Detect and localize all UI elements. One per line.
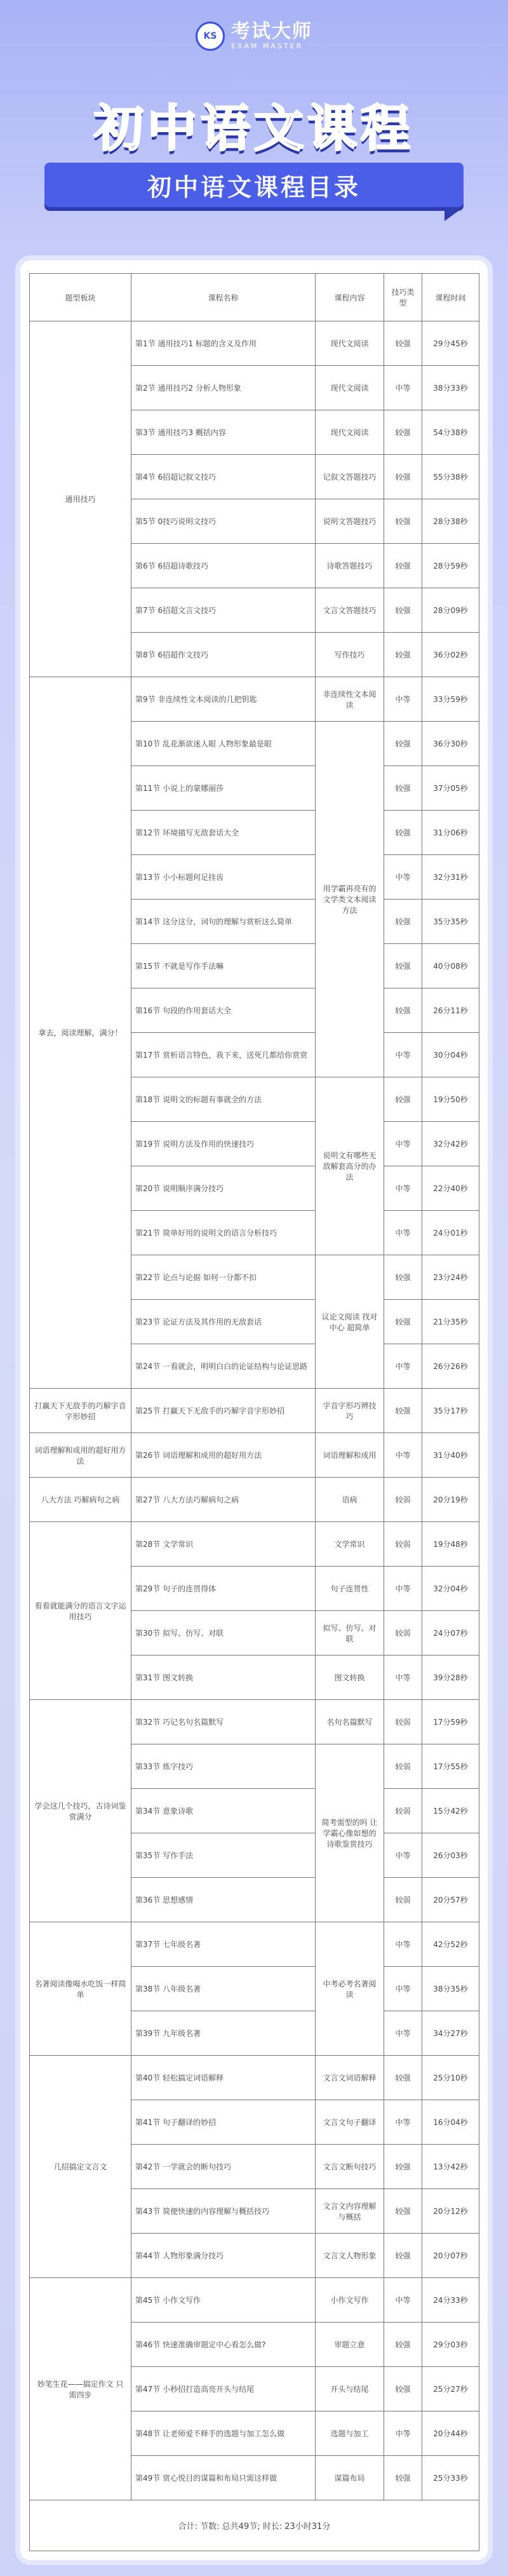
course-cell: 第47节 小秒招打造高亮开头与结尾 bbox=[131, 2367, 316, 2411]
table-row bbox=[30, 2056, 479, 2100]
duration-cell: 28分09秒 bbox=[422, 588, 479, 633]
duration-cell: 39分28秒 bbox=[422, 1656, 479, 1700]
course-cell: 第28节 文学常识 bbox=[131, 1522, 316, 1567]
duration-cell: 24分01秒 bbox=[422, 1211, 479, 1255]
brand-logo bbox=[0, 22, 508, 51]
content-cell: 文言文词语解释 bbox=[316, 2056, 384, 2100]
course-cell: 第2节 通用技巧2 分析人物形象 bbox=[131, 366, 316, 410]
type-cell: 较强 bbox=[384, 811, 422, 855]
course-cell: 第44节 人物形象满分技巧 bbox=[131, 2234, 316, 2278]
total-row bbox=[30, 2500, 479, 2551]
module-cell: 妙笔生花——搞定作文 只需四步 bbox=[30, 2278, 131, 2500]
type-cell: 中等 bbox=[384, 1344, 422, 1389]
type-cell: 中等 bbox=[384, 1567, 422, 1611]
duration-cell: 30分04秒 bbox=[422, 1033, 479, 1077]
duration-cell: 36分30秒 bbox=[422, 722, 479, 766]
content-cell: 诗歌答题技巧 bbox=[316, 544, 384, 588]
course-cell: 第49节 赏心悦目的谋篇和布局只需这样做 bbox=[131, 2456, 316, 2500]
course-cell: 第10节 乱花渐欲迷人眼 人物形象最是眼 bbox=[131, 722, 316, 766]
type-cell: 中等 bbox=[384, 1967, 422, 2011]
table-row bbox=[30, 1700, 479, 1744]
duration-cell: 42分52秒 bbox=[422, 1922, 479, 1967]
duration-cell: 21分35秒 bbox=[422, 1300, 479, 1344]
content-cell: 说明文答题技巧 bbox=[316, 499, 384, 544]
course-cell: 第15节 不就是写作手法嘛 bbox=[131, 944, 316, 988]
course-cell: 第24节 一看就会，明明白白的论证结构与论证思路 bbox=[131, 1344, 316, 1389]
total-summary: 合计: 节数: 总共49节; 时长: 23小时31分 bbox=[30, 2500, 479, 2551]
type-cell: 较强 bbox=[384, 722, 422, 766]
course-cell: 第25节 打赢天下无敌手的巧解字音字形妙招 bbox=[131, 1389, 316, 1433]
course-cell: 第14节 这分这分，词句的理解与赏析这么简单 bbox=[131, 900, 316, 944]
content-cell: 议论文阅读 找对中心 超简单 bbox=[316, 1255, 384, 1389]
type-cell: 较强 bbox=[384, 2145, 422, 2189]
content-cell: 中考必考名著阅读 bbox=[316, 1922, 384, 2056]
type-cell: 较强 bbox=[384, 410, 422, 455]
type-cell: 较弱 bbox=[384, 1789, 422, 1833]
course-cell: 第13节 小小标题何足挂齿 bbox=[131, 855, 316, 900]
header-type: 技巧类型 bbox=[384, 274, 422, 321]
duration-cell: 29分45秒 bbox=[422, 321, 479, 366]
duration-cell: 26分03秒 bbox=[422, 1833, 479, 1878]
duration-cell: 32分31秒 bbox=[422, 855, 479, 900]
content-cell: 谋篇布局 bbox=[316, 2456, 384, 2500]
table-header-row bbox=[30, 274, 479, 321]
content-cell: 简考需型的吗 让学霸心像如想的诗歌鉴赏技巧 bbox=[316, 1744, 384, 1922]
type-cell: 中等 bbox=[384, 2011, 422, 2056]
course-cell: 第36节 思想感情 bbox=[131, 1878, 316, 1922]
type-cell: 中等 bbox=[384, 2411, 422, 2456]
duration-cell: 22分40秒 bbox=[422, 1166, 479, 1211]
module-cell: 打赢天下无敌手的巧解字音字形妙招 bbox=[30, 1389, 131, 1433]
duration-cell: 38分35秒 bbox=[422, 1967, 479, 2011]
duration-cell: 33分59秒 bbox=[422, 677, 479, 722]
duration-cell: 19分50秒 bbox=[422, 1077, 479, 1122]
type-cell: 中等 bbox=[384, 1656, 422, 1700]
duration-cell: 16分04秒 bbox=[422, 2100, 479, 2145]
duration-cell: 54分38秒 bbox=[422, 410, 479, 455]
type-cell: 中等 bbox=[384, 1211, 422, 1255]
course-cell: 第34节 意象诗歌 bbox=[131, 1789, 316, 1833]
type-cell: 较强 bbox=[384, 988, 422, 1033]
content-cell: 名句名篇默写 bbox=[316, 1700, 384, 1744]
duration-cell: 35分17秒 bbox=[422, 1389, 479, 1433]
duration-cell: 20分07秒 bbox=[422, 2234, 479, 2278]
type-cell: 较强 bbox=[384, 2234, 422, 2278]
course-cell: 第8节 6招超作文技巧 bbox=[131, 633, 316, 677]
duration-cell: 20分57秒 bbox=[422, 1878, 479, 1922]
duration-cell: 20分12秒 bbox=[422, 2189, 479, 2234]
table-body bbox=[30, 321, 479, 2500]
course-cell: 第46节 快速准确审题定中心看怎么做? bbox=[131, 2323, 316, 2367]
content-cell: 拟写、仿写、对联 bbox=[316, 1611, 384, 1656]
course-cell: 第43节 简便快速的内容理解与概括技巧 bbox=[131, 2189, 316, 2234]
type-cell: 中等 bbox=[384, 677, 422, 722]
duration-cell: 25分33秒 bbox=[422, 2456, 479, 2500]
type-cell: 中等 bbox=[384, 855, 422, 900]
content-cell: 词语理解和成用 bbox=[316, 1433, 384, 1478]
duration-cell: 17分55秒 bbox=[422, 1744, 479, 1789]
duration-cell: 32分42秒 bbox=[422, 1122, 479, 1166]
table-row bbox=[30, 1389, 479, 1433]
type-cell: 较强 bbox=[384, 544, 422, 588]
duration-cell: 19分48秒 bbox=[422, 1522, 479, 1567]
content-cell: 非连续性文本阅读 bbox=[316, 677, 384, 722]
type-cell: 较强 bbox=[384, 321, 422, 366]
content-cell: 记叙文答题技巧 bbox=[316, 455, 384, 499]
course-cell: 第21节 简单好用的说明文的语言分析技巧 bbox=[131, 1211, 316, 1255]
module-cell: 名著阅读像喝水吃饭一样简单 bbox=[30, 1922, 131, 2056]
type-cell: 较强 bbox=[384, 499, 422, 544]
type-cell: 中等 bbox=[384, 2100, 422, 2145]
course-cell: 第48节 让老师爱不释手的选题与加工怎么做 bbox=[131, 2411, 316, 2456]
content-cell: 图文转换 bbox=[316, 1656, 384, 1700]
course-cell: 第30节 拟写、仿写、对联 bbox=[131, 1611, 316, 1656]
banner-fold-decoration bbox=[444, 207, 464, 221]
content-cell: 开头与结尾 bbox=[316, 2367, 384, 2411]
type-cell: 较弱 bbox=[384, 1522, 422, 1567]
duration-cell: 13分42秒 bbox=[422, 2145, 479, 2189]
type-cell: 中等 bbox=[384, 1122, 422, 1166]
content-cell: 现代文阅读 bbox=[316, 366, 384, 410]
course-cell: 第12节 环境描写无敌套话大全 bbox=[131, 811, 316, 855]
course-cell: 第29节 句子的连贯得体 bbox=[131, 1567, 316, 1611]
type-cell: 较弱 bbox=[384, 1744, 422, 1789]
header-module: 题型板块 bbox=[30, 274, 131, 321]
course-cell: 第32节 巧记名句名篇默写 bbox=[131, 1700, 316, 1744]
brand-name-cn: 考试大师 bbox=[231, 20, 312, 43]
brand-badge-icon: KS bbox=[196, 22, 225, 51]
type-cell: 较弱 bbox=[384, 1878, 422, 1922]
header-course: 课程名称 bbox=[131, 274, 316, 321]
duration-cell: 55分38秒 bbox=[422, 455, 479, 499]
type-cell: 较弱 bbox=[384, 1478, 422, 1522]
content-cell: 文言文答题技巧 bbox=[316, 588, 384, 633]
duration-cell: 28分59秒 bbox=[422, 544, 479, 588]
duration-cell: 31分06秒 bbox=[422, 811, 479, 855]
course-cell: 第31节 图文转换 bbox=[131, 1656, 316, 1700]
course-cell: 第45节 小作文写作 bbox=[131, 2278, 316, 2323]
course-table bbox=[29, 273, 479, 2551]
module-cell: 八大方法 巧解病句之病 bbox=[30, 1478, 131, 1522]
course-cell: 第20节 说明顺序满分技巧 bbox=[131, 1166, 316, 1211]
course-cell: 第35节 写作手法 bbox=[131, 1833, 316, 1878]
content-cell: 文言文断句技巧 bbox=[316, 2145, 384, 2189]
content-cell: 现代文阅读 bbox=[316, 321, 384, 366]
page-title: 初中语文课程 bbox=[93, 100, 414, 158]
module-cell: 几招搞定文言文 bbox=[30, 2056, 131, 2278]
type-cell: 较弱 bbox=[384, 1611, 422, 1656]
type-cell: 中等 bbox=[384, 1433, 422, 1478]
duration-cell: 40分08秒 bbox=[422, 944, 479, 988]
course-card bbox=[20, 260, 488, 2560]
course-cell: 第40节 轻松搞定词语解释 bbox=[131, 2056, 316, 2100]
course-cell: 第11节 小说上的蒙娜丽莎 bbox=[131, 766, 316, 811]
duration-cell: 26分11秒 bbox=[422, 988, 479, 1033]
course-cell: 第37节 七年级名著 bbox=[131, 1922, 316, 1967]
type-cell: 较强 bbox=[384, 588, 422, 633]
table-row bbox=[30, 1922, 479, 1967]
duration-cell: 32分04秒 bbox=[422, 1567, 479, 1611]
content-cell: 审题立意 bbox=[316, 2323, 384, 2367]
course-cell: 第41节 句子翻译的妙招 bbox=[131, 2100, 316, 2145]
content-cell: 文学常识 bbox=[316, 1522, 384, 1567]
course-cell: 第4节 6招超记叙文技巧 bbox=[131, 455, 316, 499]
type-cell: 较强 bbox=[384, 1300, 422, 1344]
content-cell: 小作文写作 bbox=[316, 2278, 384, 2323]
table-container bbox=[29, 273, 479, 2547]
table-row bbox=[30, 677, 479, 722]
duration-cell: 17分59秒 bbox=[422, 1700, 479, 1744]
table-row bbox=[30, 2278, 479, 2323]
course-cell: 第9节 非连续性文本阅读的几把钥匙 bbox=[131, 677, 316, 722]
duration-cell: 25分10秒 bbox=[422, 2056, 479, 2100]
course-cell: 第5节 0技巧说明文技巧 bbox=[131, 499, 316, 544]
content-cell: 写作技巧 bbox=[316, 633, 384, 677]
type-cell: 中等 bbox=[384, 1922, 422, 1967]
duration-cell: 36分02秒 bbox=[422, 633, 479, 677]
course-cell: 第38节 八年级名著 bbox=[131, 1967, 316, 2011]
type-cell: 中等 bbox=[384, 366, 422, 410]
module-cell: 学会这几个技巧，古诗词鉴赏满分 bbox=[30, 1700, 131, 1922]
duration-cell: 25分27秒 bbox=[422, 2367, 479, 2411]
type-cell: 中等 bbox=[384, 1166, 422, 1211]
course-cell: 第16节 句段的作用套话大全 bbox=[131, 988, 316, 1033]
duration-cell: 23分24秒 bbox=[422, 1255, 479, 1300]
course-cell: 第42节 一学就会的断句技巧 bbox=[131, 2145, 316, 2189]
duration-cell: 29分03秒 bbox=[422, 2323, 479, 2367]
course-cell: 第27节 八大方法巧解病句之病 bbox=[131, 1478, 316, 1522]
content-cell: 语病 bbox=[316, 1478, 384, 1522]
module-cell: 词语理解和成用的超好用方法 bbox=[30, 1433, 131, 1478]
table-row bbox=[30, 1433, 479, 1478]
module-cell: 通用技巧 bbox=[30, 321, 131, 677]
duration-cell: 20分44秒 bbox=[422, 2411, 479, 2456]
type-cell: 较强 bbox=[384, 1255, 422, 1300]
table-row bbox=[30, 321, 479, 366]
type-cell: 较强 bbox=[384, 455, 422, 499]
type-cell: 较强 bbox=[384, 2056, 422, 2100]
duration-cell: 26分26秒 bbox=[422, 1344, 479, 1389]
course-cell: 第23节 论证方法及其作用的无敌套话 bbox=[131, 1300, 316, 1344]
duration-cell: 38分33秒 bbox=[422, 366, 479, 410]
type-cell: 较强 bbox=[384, 2189, 422, 2234]
course-cell: 第17节 赏析语言特色，我下来，送死几都给你赏赏 bbox=[131, 1033, 316, 1077]
module-cell: 看看就能满分的语言文字运用技巧 bbox=[30, 1522, 131, 1700]
content-cell: 用学霸再亮有的文学类文本阅读方法 bbox=[316, 722, 384, 1077]
type-cell: 较强 bbox=[384, 1389, 422, 1433]
content-cell: 文言文句子翻译 bbox=[316, 2100, 384, 2145]
content-cell: 字音字形巧辨技巧 bbox=[316, 1389, 384, 1433]
duration-cell: 31分40秒 bbox=[422, 1433, 479, 1478]
subtitle-banner bbox=[44, 163, 464, 207]
table-row bbox=[30, 1522, 479, 1567]
type-cell: 较强 bbox=[384, 944, 422, 988]
type-cell: 中等 bbox=[384, 2278, 422, 2323]
type-cell: 较强 bbox=[384, 2323, 422, 2367]
course-cell: 第33节 炼字技巧 bbox=[131, 1744, 316, 1789]
table-row bbox=[30, 1478, 479, 1522]
duration-cell: 35分35秒 bbox=[422, 900, 479, 944]
type-cell: 较弱 bbox=[384, 1700, 422, 1744]
content-cell: 文言文内容理解与概括 bbox=[316, 2189, 384, 2234]
course-cell: 第1节 通用技巧1 标题的含义及作用 bbox=[131, 321, 316, 366]
content-cell: 现代文阅读 bbox=[316, 410, 384, 455]
type-cell: 较强 bbox=[384, 1077, 422, 1122]
type-cell: 中等 bbox=[384, 1033, 422, 1077]
page-subtitle: 初中语文课程目录 bbox=[147, 173, 361, 201]
course-cell: 第26节 词语理解和成用的超好用方法 bbox=[131, 1433, 316, 1478]
type-cell: 较强 bbox=[384, 900, 422, 944]
content-cell: 句子连贯性 bbox=[316, 1567, 384, 1611]
content-cell: 文言文人物形象 bbox=[316, 2234, 384, 2278]
type-cell: 较强 bbox=[384, 2367, 422, 2411]
type-cell: 较强 bbox=[384, 633, 422, 677]
brand-name-en: EXAM MASTER bbox=[231, 42, 304, 50]
course-cell: 第39节 九年级名著 bbox=[131, 2011, 316, 2056]
course-cell: 第18节 说明文的标题有事就全的方法 bbox=[131, 1077, 316, 1122]
module-cell: 拿去，阅读理解，满分！ bbox=[30, 677, 131, 1389]
type-cell: 较强 bbox=[384, 2456, 422, 2500]
course-cell: 第6节 6招超诗歌技巧 bbox=[131, 544, 316, 588]
brand-text bbox=[231, 22, 312, 51]
duration-cell: 37分05秒 bbox=[422, 766, 479, 811]
duration-cell: 28分38秒 bbox=[422, 499, 479, 544]
header-content: 课程内容 bbox=[316, 274, 384, 321]
type-cell: 中等 bbox=[384, 1833, 422, 1878]
type-cell: 较强 bbox=[384, 766, 422, 811]
course-cell: 第19节 说明方法及作用的快速技巧 bbox=[131, 1122, 316, 1166]
duration-cell: 24分33秒 bbox=[422, 2278, 479, 2323]
duration-cell: 34分27秒 bbox=[422, 2011, 479, 2056]
course-cell: 第3节 通用技巧3 概括内容 bbox=[131, 410, 316, 455]
header-duration: 课程时间 bbox=[422, 274, 479, 321]
content-cell: 说明文有哪些无敌解套高分的办法 bbox=[316, 1077, 384, 1255]
content-cell: 选题与加工 bbox=[316, 2411, 384, 2456]
duration-cell: 15分42秒 bbox=[422, 1789, 479, 1833]
course-cell: 第7节 6招超文言文技巧 bbox=[131, 588, 316, 633]
course-cell: 第22节 论点与论据 如何一分都不扣 bbox=[131, 1255, 316, 1300]
duration-cell: 20分19秒 bbox=[422, 1478, 479, 1522]
duration-cell: 24分07秒 bbox=[422, 1611, 479, 1656]
